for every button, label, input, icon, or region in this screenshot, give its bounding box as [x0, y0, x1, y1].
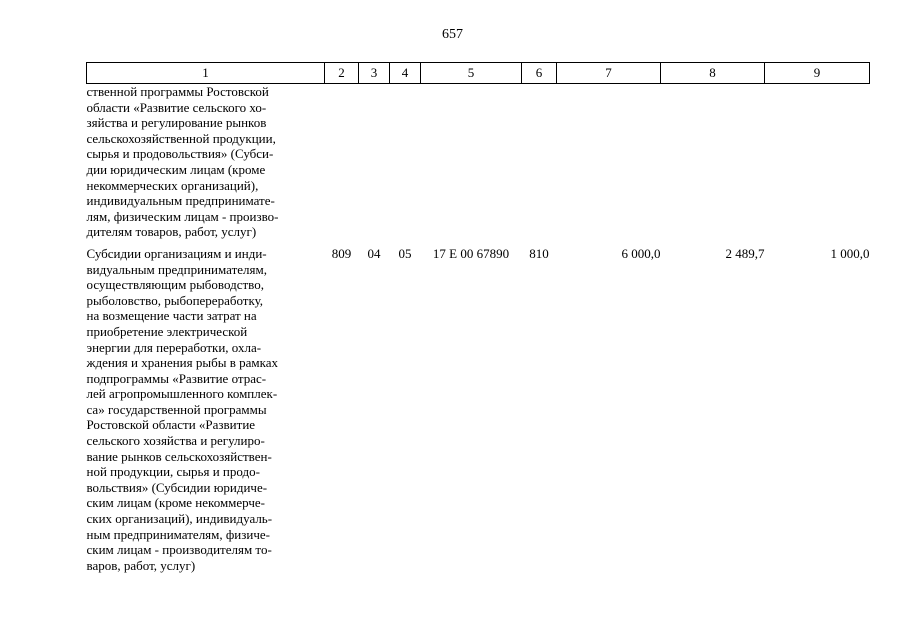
- cell-subsection-code: [390, 84, 421, 240]
- column-header: 4: [390, 63, 421, 84]
- column-header: 9: [765, 63, 870, 84]
- cell-amount-3: 1 000,0: [830, 245, 870, 261]
- column-header: 2: [325, 63, 359, 84]
- cell-expense-type: [522, 84, 557, 240]
- cell-amount-2: [661, 84, 765, 240]
- cell-subsection-code: 05: [398, 245, 412, 261]
- cell-section-code: 04: [367, 245, 381, 261]
- row-description: ственной программы Ростовской области «Развитие сельского хо- зяйства и регулирование рынков сельскохозяйственной продукции, сырья и продовольствия» (Субси- дии юридическим лицам (кроме некоммерческих организаций), индивидуальным предпринимате- лям, физическим лицам - произво- дителям товаров, работ, услуг): [86, 84, 279, 240]
- cell-target-article: 17 Е 00 67890: [432, 245, 510, 261]
- cell-amount-3: [765, 84, 870, 240]
- column-header: 6: [522, 63, 557, 84]
- table-header-row: [87, 63, 870, 84]
- column-header: 1: [87, 63, 325, 84]
- cell-ministry-code: [325, 84, 359, 240]
- column-header: 3: [359, 63, 390, 84]
- cell-amount-1: 6 000,0: [621, 245, 661, 261]
- row-description: Субсидии организациям и инди- видуальным предпринимателям, осуществляющим рыбоводство, рыболовство, рыбопереработку, на возмещение части затрат на приобретение электрической энергии для переработки, охла- ждения и хранения рыбы в рамках подпрограммы «Развитие отрас- лей агропромышленного комплек- са» государственной программы Ростовской области «Развитие сельского хозяйства и регулиро- вание рынков сельскохозяйствен- ной продукции, сырья и продо- вольствия» (Субсидии юридиче- ским лицам (кроме некоммерче- ских организаций), индивидуаль- ным предпринимателям, физиче- ским лицам - производителям то- варов, работ, услуг): [86, 245, 278, 573]
- column-header: 8: [661, 63, 765, 84]
- cell-section-code: [359, 84, 390, 240]
- table-row: [87, 240, 870, 573]
- page-number: 657: [442, 27, 463, 42]
- cell-target-article: [421, 84, 522, 240]
- column-header: 7: [557, 63, 661, 84]
- cell-expense-type: 810: [529, 245, 549, 261]
- cell-ministry-code: 809: [331, 245, 352, 261]
- cell-amount-2: 2 489,7: [725, 245, 765, 261]
- table-row: [87, 84, 870, 240]
- budget-table: [86, 62, 870, 573]
- cell-amount-1: [557, 84, 661, 240]
- column-header: 5: [421, 63, 522, 84]
